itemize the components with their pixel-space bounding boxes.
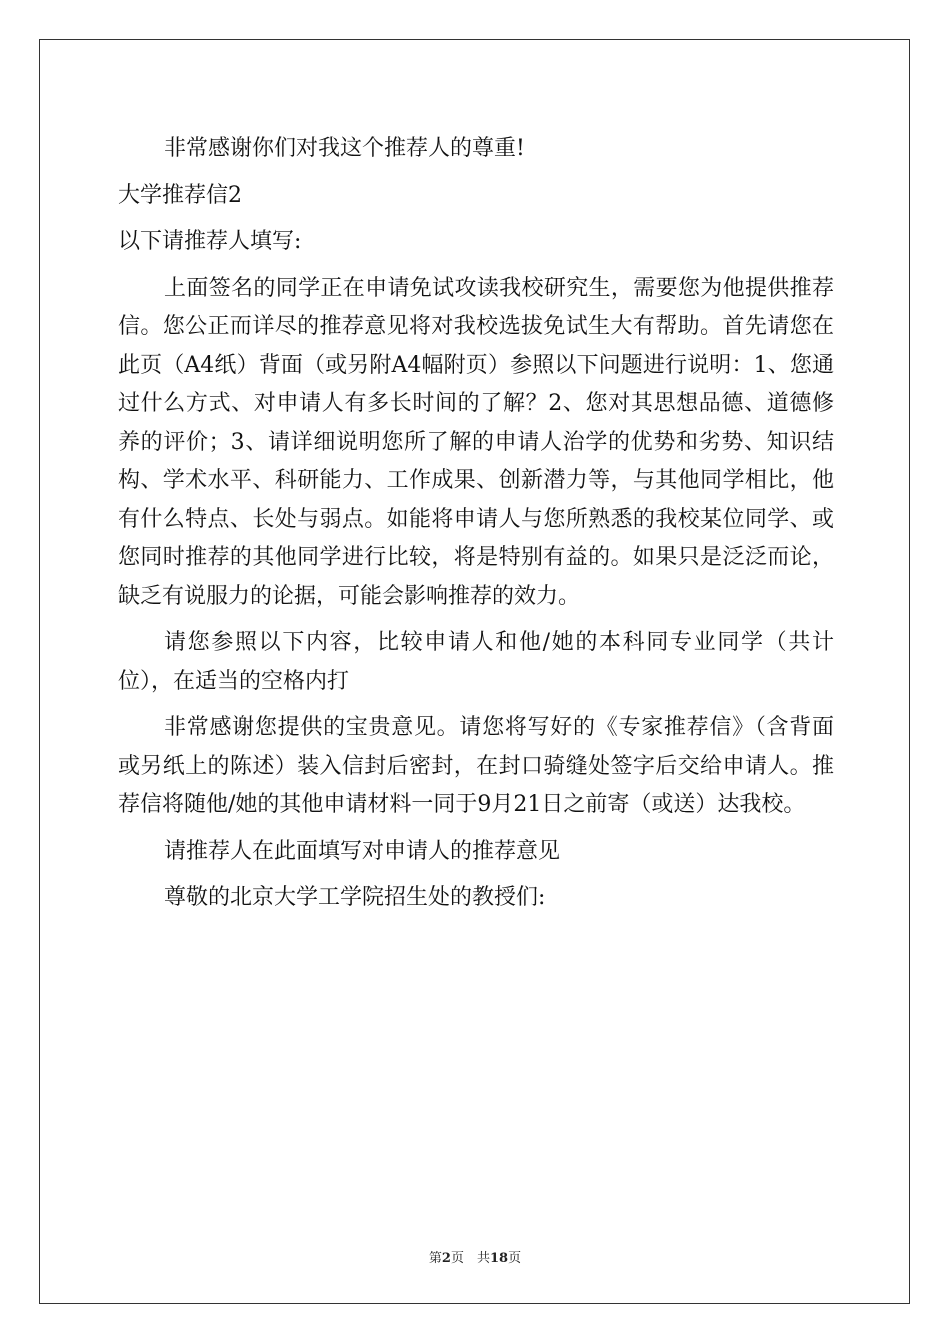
instruction-heading: 以下请推荐人填写: [118,229,302,254]
footer-middle: 页 共 [450,1251,490,1266]
footer-current-page: 2 [441,1251,451,1266]
paragraph-comparison: 请您参照以下内容，比较申请人和他/她的本科同专业同学（共计 位），在适当的空格内打 [118,630,834,694]
paragraph-opinion-prompt: 请推荐人在此面填写对申请人的推荐意见 [164,838,561,864]
document-body [118,130,834,926]
section-heading: 大学推荐信2 [118,182,242,208]
paragraph-salutation: 尊敬的北京大学工学院招生处的教授们: [164,885,546,910]
page-footer [0,1247,950,1266]
paragraph-instructions: 上面签名的同学正在申请免试攻读我校研究生，需要您为他提供推荐信。您公正而详尽的推荐意见将对我校选拔免试生大有帮助。首先请您在此页（A4纸）背面（或另附A4幅附页）参照以下问题进行说明：1、您通过什么方式、对申请人有多长时间的了解？2、您对其思想品德、道德修养的评价；3、请详细说明您所了解的申请人治学的优势和劣势、知识结构、学术水平、科研能力、工作成果、创新潜力等，与其他同学相比，他有什么特点、长处与弱点。如能将申请人与您所熟悉的我校某位同学、或您同时推荐的其他同学进行比较，将是特别有益的。如果只是泛泛而论，缺乏有说服力的论据，可能会影响推荐的效力。 [118,275,834,609]
paragraph-thanks: 非常感谢你们对我这个推荐人的尊重! [164,136,525,161]
footer-suffix: 页 [508,1251,522,1266]
paragraph-submission: 非常感谢您提供的宝贵意见。请您将写好的《专家推荐信》（含背面或另纸上的陈述）装入信封后密封，在封口骑缝处签字后交给申请人。推荐信将随他/她的其他申请材料一同于9月21日之前寄（或送）达我校。 [118,715,834,817]
footer-prefix: 第 [428,1251,442,1266]
footer-total-pages: 18 [489,1251,509,1266]
